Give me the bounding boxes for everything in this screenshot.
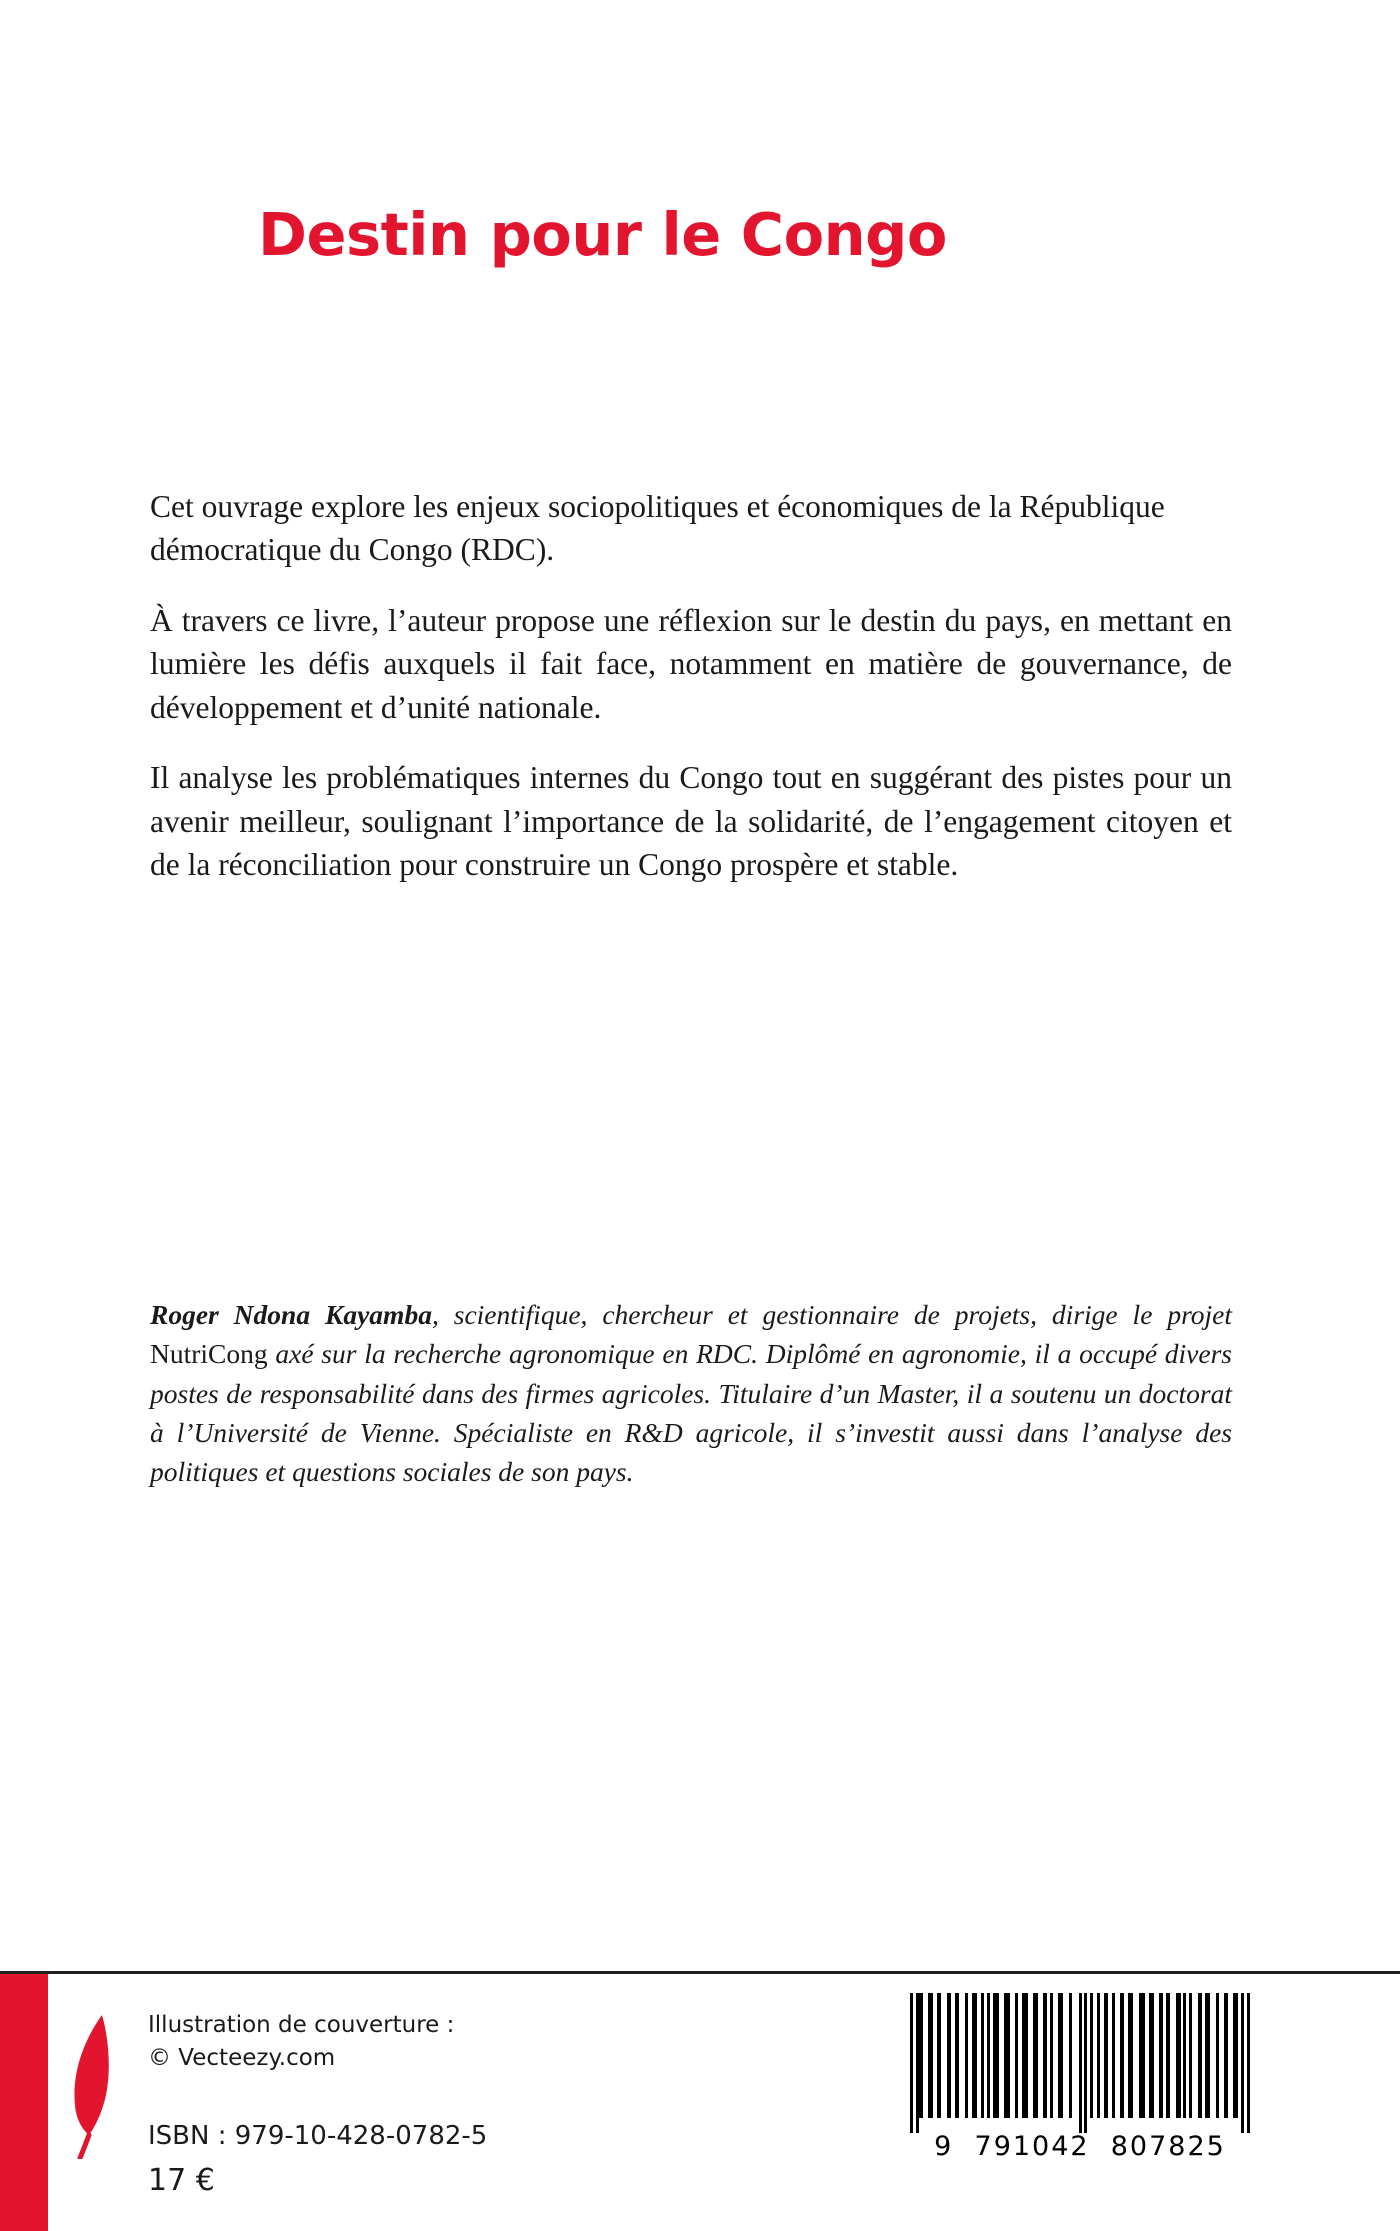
footer-divider [0, 1971, 1400, 1974]
barcode-digits: 9 791042 807825 [934, 2131, 1226, 2162]
blurb-paragraph-3: Il analyse les problématiques internes du Congo tout en suggérant des pistes pour un avenir meilleur, soulignant l’importance de la solidarité, de l’engagement citoyen et de la réconciliation pour construire un Congo prospère et stable. [150, 760, 1232, 883]
barcode-bars [910, 1993, 1250, 2133]
isbn-text: ISBN : 979-10-428-0782-5 [148, 2121, 488, 2151]
cover-credit-line-2: © Vecteezy.com [148, 2044, 336, 2071]
publisher-color-bar [0, 1974, 48, 2231]
book-title: Destin pour le Congo [258, 199, 947, 269]
author-bio [150, 1295, 1232, 1492]
ean-barcode [910, 1993, 1250, 2168]
feather-quill-logo [62, 2009, 122, 2159]
bio-text-before-project: , scientifique, chercheur et gestionnaire de projets, dirige le projet [431, 1299, 1232, 1330]
cover-credit-line-1: Illustration de couverture : [148, 2012, 455, 2038]
cover-illustration-credit [148, 2009, 454, 2074]
blurb-paragraph-1: Cet ouvrage explore les enjeux sociopolitiques et économiques de la République démocratique du Congo (RDC). [150, 489, 1165, 568]
book-blurb [150, 485, 1232, 887]
author-name: Roger Ndona Kayamba [150, 1299, 432, 1330]
price-text: 17 € [148, 2163, 215, 2198]
bio-text-after-project: axé sur la recherche agronomique en RDC. Diplômé en agronomie, il a occupé divers postes de responsabilité dans des firmes agricoles. Titulaire d’un Master, il a soutenu un doctorat à l’Université de Vienne. Spécialiste en R&D agricole, il s’investit aussi dans l’analyse des politiques et questions sociales de son pays. [150, 1338, 1232, 1488]
footer [0, 1971, 1400, 2231]
blurb-paragraph-2: À travers ce livre, l’auteur propose une réflexion sur le destin du pays, en mettant en lumière les défis auxquels il fait face, notamment en matière de gouvernance, de développement et d’unité nationale. [150, 602, 1232, 725]
project-name: NutriCong [150, 1338, 268, 1370]
